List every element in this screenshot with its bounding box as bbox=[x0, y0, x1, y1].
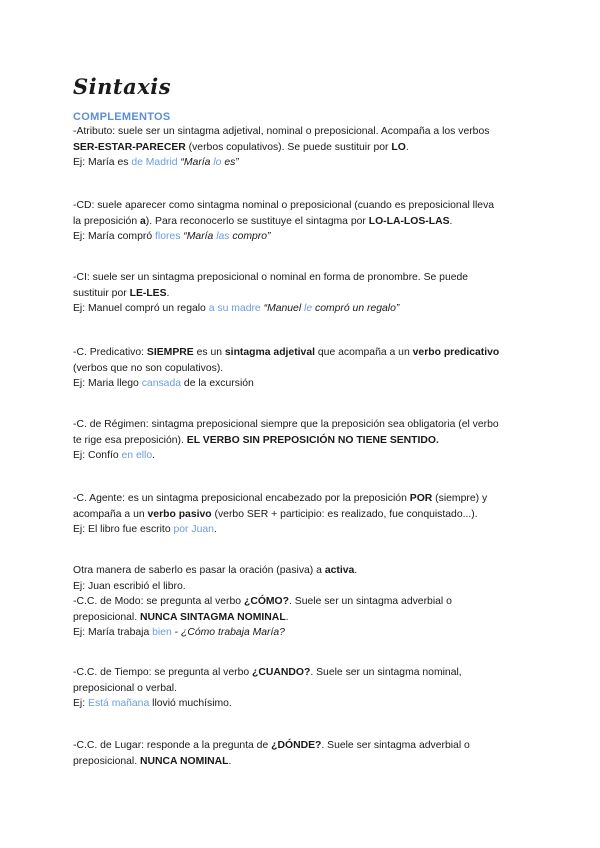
modo-block bbox=[73, 563, 533, 641]
modo-line-1 bbox=[73, 594, 533, 610]
modo-text-3: preposicional. bbox=[73, 611, 141, 623]
regimen-line-1: -C. de Régimen: sintagma preposicional siempre que la preposición sea obligatoria (el verbo bbox=[73, 419, 499, 430]
example-text-2: llovió muchísimo. bbox=[149, 698, 232, 710]
tiempo-question: ¿CUANDO? bbox=[252, 667, 311, 678]
highlight: a su madre bbox=[208, 303, 261, 315]
example-quote: compró un regalo” bbox=[312, 303, 400, 315]
agente-bold: verbo pasivo bbox=[147, 508, 212, 520]
lugar-text: -C.C. de Lugar: responde a la pregunta de bbox=[73, 740, 272, 751]
example-text: Ej: Manuel compró un regalo bbox=[73, 303, 209, 315]
cd-pronouns: LO-LA-LOS-LAS bbox=[368, 215, 450, 227]
regimen-text: te rige esa preposición). bbox=[73, 434, 187, 446]
atributo-pronoun: LO bbox=[391, 141, 406, 153]
highlight: le bbox=[304, 303, 313, 315]
tiempo-example bbox=[73, 696, 533, 712]
lugar-line-2 bbox=[73, 754, 533, 770]
regimen-example bbox=[73, 448, 533, 464]
highlight: cansada bbox=[141, 378, 182, 390]
predicativo-text-2: es un bbox=[193, 347, 225, 358]
example-quote: “Manuel bbox=[260, 303, 305, 315]
modo-text-2: . Suele ser un sintagma adverbial o bbox=[289, 596, 452, 608]
atributo-line-2 bbox=[73, 140, 533, 156]
highlight: lo bbox=[213, 157, 222, 169]
predicativo-bold-2: sintagma adjetival bbox=[224, 347, 315, 358]
example-text: Ej: María trabaja bbox=[73, 627, 153, 639]
punct: . bbox=[166, 287, 170, 299]
tiempo-line-2: preposicional o verbal. bbox=[73, 682, 177, 694]
lugar-question: ¿DÓNDE? bbox=[271, 740, 322, 751]
modo-bold: NUNCA SINTAGMA NOMINAL bbox=[140, 611, 286, 623]
ci-pronouns: LE-LES bbox=[129, 287, 167, 299]
atributo-line-1 bbox=[73, 124, 533, 140]
ci-text: sustituir por bbox=[73, 287, 130, 299]
regimen-bold: EL VERBO SIN PREPOSICIÓN NO TIENE SENTIDO. bbox=[186, 434, 439, 446]
cd-text-2: ). Para reconocerlo se sustituye el sintagma por bbox=[145, 215, 369, 227]
lugar-text-3: preposicional. bbox=[73, 755, 141, 767]
example-text: Ej: bbox=[73, 698, 89, 710]
pasiva-line-2: Ej: Juan escribió el libro. bbox=[73, 580, 186, 592]
example-quote: compro” bbox=[229, 231, 271, 243]
example-text-2: - bbox=[171, 627, 182, 639]
modo-line-2 bbox=[73, 610, 533, 626]
atributo-text: -Atributo: suele ser un sintagma adjetival, nominal o preposicional. Acompaña a los verbos bbox=[73, 126, 490, 137]
regimen-block bbox=[73, 417, 533, 464]
punct: . bbox=[405, 141, 409, 153]
agente-example bbox=[73, 522, 533, 538]
predicativo-example bbox=[73, 376, 533, 392]
example-quote: “María bbox=[180, 231, 217, 243]
cd-line-1: -CD: suele aparecer como sintagma nominal o preposicional (cuando es preposicional lleva bbox=[73, 200, 495, 211]
example-quote: es” bbox=[221, 157, 239, 169]
atributo-text-2: (verbos copulativos). Se puede sustituir por bbox=[185, 141, 392, 153]
example-text: Ej: Confío bbox=[73, 450, 122, 462]
predicativo-block bbox=[73, 345, 533, 392]
pasiva-text: Otra manera de saberlo es pasar la oración (pasiva) a bbox=[73, 565, 325, 576]
predicativo-text-3: que acompaña a un bbox=[315, 347, 413, 358]
example-quote: “María bbox=[177, 157, 214, 169]
cd-prep: a bbox=[140, 215, 146, 227]
punct: . bbox=[152, 450, 156, 462]
regimen-line-2 bbox=[73, 433, 533, 449]
example-text-2: de la excursión bbox=[181, 378, 254, 390]
example-text: Ej: María es bbox=[73, 157, 132, 169]
lugar-block bbox=[73, 738, 533, 769]
atributo-example bbox=[73, 155, 533, 171]
agente-block bbox=[73, 491, 533, 538]
predicativo-text: -C. Predicativo: bbox=[73, 347, 147, 358]
atributo-verbs: SER-ESTAR-PARECER bbox=[73, 141, 186, 153]
highlight: flores bbox=[155, 231, 181, 243]
predicativo-bold-3: verbo predicativo bbox=[412, 347, 500, 358]
highlight: las bbox=[216, 231, 230, 243]
tiempo-text-2: . Suele ser un sintagma nominal, bbox=[310, 667, 462, 678]
ci-example bbox=[73, 301, 533, 317]
predicativo-line-1 bbox=[73, 345, 533, 361]
agente-prep: POR bbox=[409, 493, 433, 504]
modo-text: -C.C. de Modo: se pregunta al verbo bbox=[73, 596, 244, 608]
ci-line-2 bbox=[73, 286, 533, 302]
example-text: Ej: El libro fue escrito bbox=[73, 524, 174, 536]
agente-text: -C. Agente: es un sintagma preposicional encabezado por la preposición bbox=[73, 493, 410, 504]
punct: . bbox=[449, 215, 453, 227]
modo-question: ¿CÓMO? bbox=[243, 596, 289, 608]
modo-example bbox=[73, 625, 533, 641]
punct: . bbox=[354, 565, 358, 576]
ci-block bbox=[73, 270, 533, 317]
tiempo-line-1 bbox=[73, 665, 533, 681]
section-heading: COMPLEMENTOS bbox=[73, 111, 171, 123]
cd-example bbox=[73, 229, 533, 245]
lugar-bold: NUNCA NOMINAL bbox=[140, 755, 229, 767]
agente-text-3: acompaña a un bbox=[73, 508, 148, 520]
punct: . bbox=[285, 611, 289, 623]
tiempo-text: -C.C. de Tiempo: se pregunta al verbo bbox=[73, 667, 253, 678]
ci-line-1: -CI: suele ser un sintagma preposicional o nominal en forma de pronombre. Se puede bbox=[73, 272, 469, 283]
pasiva-line-1 bbox=[73, 563, 533, 579]
example-quote: ¿Cómo trabaja María? bbox=[181, 627, 285, 639]
highlight: por Juan bbox=[173, 524, 214, 536]
example-text: Ej: María compró bbox=[73, 231, 155, 243]
tiempo-block bbox=[73, 665, 533, 712]
example-text: Ej: Maria llego bbox=[73, 378, 142, 390]
punct: . bbox=[213, 524, 217, 536]
agente-text-2: (siempre) y bbox=[432, 493, 488, 504]
atributo-block bbox=[73, 124, 533, 171]
highlight: en ello bbox=[121, 450, 153, 462]
agente-line-1 bbox=[73, 491, 533, 507]
punct: . bbox=[228, 755, 232, 767]
highlight: de Madrid bbox=[131, 157, 178, 169]
cd-line-2 bbox=[73, 214, 533, 230]
cd-text: la preposición bbox=[73, 215, 141, 227]
highlight: Está mañana bbox=[88, 698, 150, 710]
predicativo-bold-1: SIEMPRE bbox=[146, 347, 194, 358]
cd-block bbox=[73, 198, 533, 245]
page-title: Sintaxis bbox=[73, 74, 172, 99]
agente-line-2 bbox=[73, 507, 533, 523]
agente-text-4: (verbo SER + participio: es realizado, fue conquistado...). bbox=[211, 508, 478, 520]
pasiva-bold: activa bbox=[324, 565, 355, 576]
highlight: bien bbox=[152, 627, 172, 639]
lugar-text-2: . Suele ser sintagma adverbial o bbox=[321, 740, 470, 751]
predicativo-line-2: (verbos que no son copulativos). bbox=[73, 362, 224, 374]
lugar-line-1 bbox=[73, 738, 533, 754]
